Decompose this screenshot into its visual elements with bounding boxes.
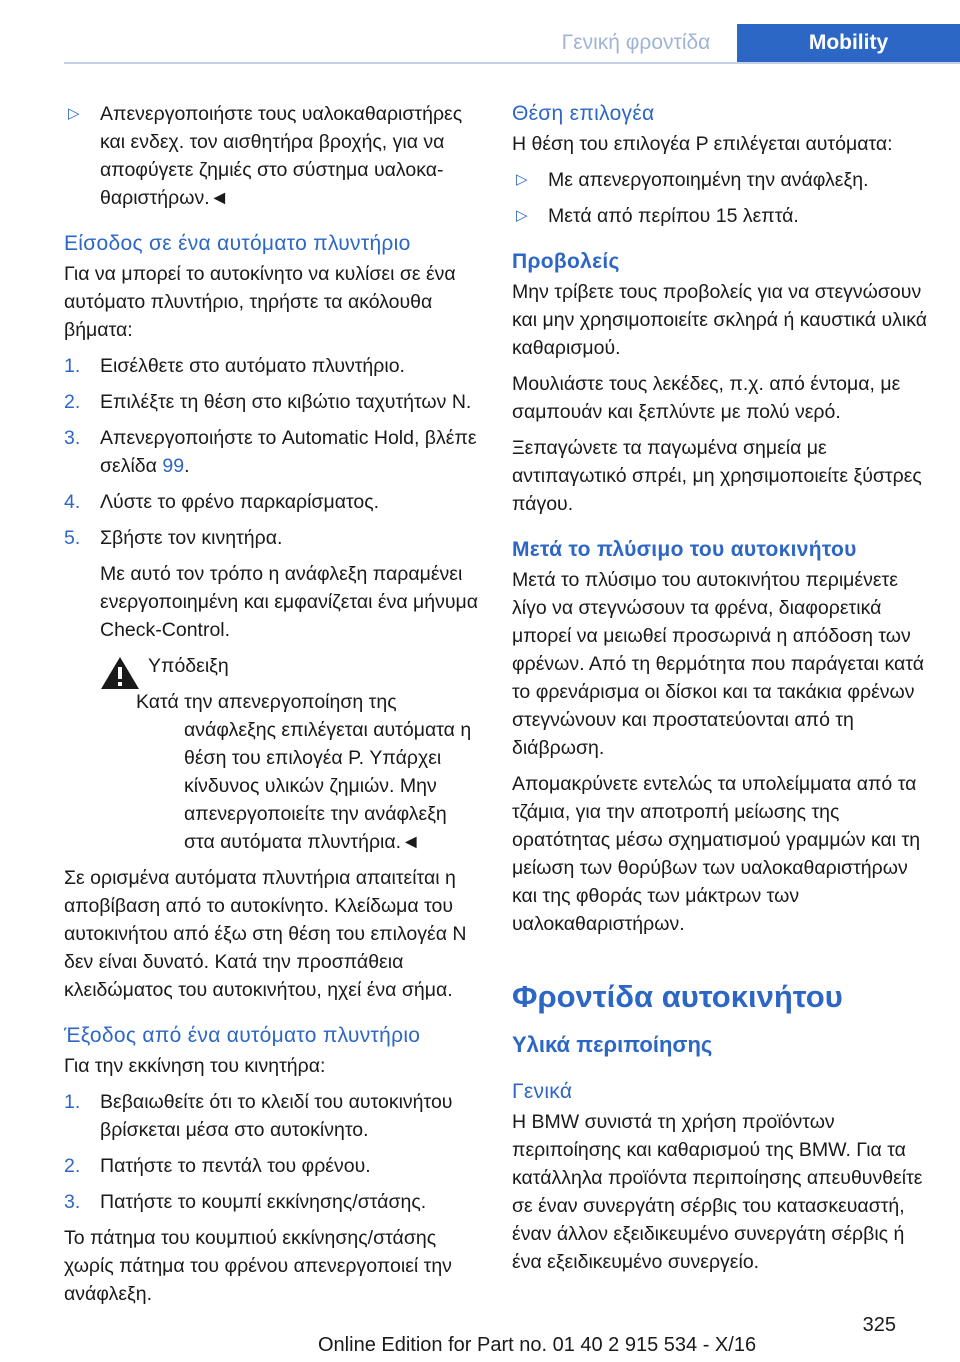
chapter-title-vehicle-care: Φροντίδα αυτοκινήτου — [512, 979, 843, 1014]
headlights-para-3: Ξεπαγώνετε τα παγωμένα σημεία με αντιπαγωτικό σπρέι, μη χρησιμοποιείτε ξύστρες πάγου. — [512, 437, 922, 515]
section-title-selector-position: Θέση επιλογέα — [512, 102, 655, 125]
list-item — [64, 488, 482, 516]
section-title-general: Γενικά — [512, 1080, 573, 1103]
step-text: Λύστε το φρένο παρκαρίσματος. — [100, 491, 380, 513]
section-title-after-wash: Μετά το πλύσιμο του αυτοκινήτου — [512, 538, 857, 561]
list-item — [64, 524, 482, 552]
headlights-para-2: Μουλιάστε τους λεκέδες, π.χ. από έντομα, με σαμπουάν και ξεπλύντε με πολύ νερό. — [512, 373, 901, 423]
step-text: Εισέλθετε στο αυτόματο πλυντήριο. — [100, 355, 405, 377]
step-text: Σβήστε τον κινητήρα. — [100, 527, 283, 549]
page-number: 325 — [862, 1314, 896, 1336]
list-item — [64, 100, 482, 212]
list-item — [512, 166, 932, 194]
warning-text: Κατά την απενεργοποίηση της ανάφλεξης επιλέγεται αυτόματα η θέση του επιλογέα P. Υπάρχει κίνδυνος υλικών ζημιών. Μην απενεργοποιείτε την ανάφλεξη στα αυτόματα πλυντήρια.◄ — [136, 691, 472, 853]
step-number: 2. — [64, 391, 81, 413]
warning-title: Υπόδειξη — [148, 655, 229, 677]
step-number: 1. — [64, 355, 81, 377]
step-text: Βεβαιωθείτε ότι το κλειδί του αυτοκινήτου βρίσκεται μέσα στο αυτοκίνητο. — [100, 1091, 453, 1141]
list-item — [64, 424, 482, 480]
section-title-care-products: Υλικά περιποίησης — [512, 1032, 713, 1057]
section-title-exit-carwash: Έξοδος από ένα αυτόματο πλυντήριο — [64, 1024, 421, 1047]
enter-carwash-intro: Για να μπορεί το αυτοκίνητο να κυλίσει σε ένα αυτόματο πλυντήριο, τηρήστε τα ακόλουθα βήματα: — [64, 263, 456, 341]
selector-bullet-list — [512, 166, 932, 230]
bullet-triangle-icon: ▷ — [68, 105, 80, 122]
step-number: 1. — [64, 1091, 81, 1113]
after-wash-para-1: Μετά το πλύσιμο του αυτοκινήτου περιμένετε λίγο να στεγνώσουν τα φρένα, διαφορετικά μπορεί να μειωθεί προσωρινά η απόδοση των φρένων. Από τη θερμότητα που παράγεται κατά το φρενάρισμα οι δίσκοι και τα τακάκια φρένων στεγνώνουν και προστατεύονται από τη διάβρωση. — [512, 569, 925, 759]
exit-steps-list — [64, 1088, 482, 1216]
step-number: 5. — [64, 527, 81, 549]
wiper-note: Απενεργοποιήστε τους υαλοκαθαριστήρες και ενδεχ. τον αισθητήρα βροχής, για να αποφύγετε ζημιές στο σύστημα υαλοκα‐θαριστήρων.◄ — [100, 103, 463, 209]
step-text: Επιλέξτε τη θέση στο κιβώτιο ταχυτήτων N. — [100, 391, 472, 413]
exit-carwash-intro: Για την εκκίνηση του κινητήρα: — [64, 1055, 326, 1077]
header-tab-mobility: Mobility — [737, 24, 960, 62]
step-text-end: . — [184, 455, 190, 477]
general-para: Η BMW συνιστά τη χρήση προϊόντων περιποίησης και καθαρισμού της BMW. Για τα κατάλληλα προϊόντα περιποίησης απευθυνθείτε σε έναν συνεργάτη σέρβις του κατασκευαστή, έναν άλλον εξειδικευμένο συνεργάτη σέρβις ή ένα εξειδικευμένο συνεργείο. — [512, 1111, 923, 1273]
bullet-text: Με απενεργοποιημένη την ανάφλεξη. — [548, 169, 869, 191]
list-item — [64, 1088, 482, 1144]
headlights-para-1: Μην τρίβετε τους προβολείς για να στεγνώσουν και μην χρησιμοποιείτε σκληρά ή καυστικά υλικά καθαρισμού. — [512, 281, 928, 359]
header-divider — [64, 62, 960, 64]
right-column — [512, 100, 932, 1284]
header-tab-general-care: Γενική φροντίδα — [561, 31, 711, 54]
list-item — [64, 1152, 482, 1180]
step-text: Απενεργοποιήστε το Automatic Hold, βλέπε σελίδα — [100, 427, 477, 477]
step-text: Πατήστε το πεντάλ του φρένου. — [100, 1155, 371, 1177]
list-item — [512, 202, 932, 230]
exit-carwash-outro: Το πάτημα του κουμπιού εκκίνησης/στάσης χωρίς πάτημα του φρένου απενεργοποιεί την ανάφλεξη. — [64, 1227, 452, 1305]
step5-note: Με αυτό τον τρόπο η ανάφλεξη παραμένει ενεργοποιημένη και εμφανίζεται ένα μήνυμα Check-Control. — [100, 563, 479, 641]
bullet-triangle-icon: ▷ — [516, 171, 528, 188]
warning-box — [64, 652, 482, 856]
page-reference-link[interactable]: 99 — [162, 455, 185, 477]
edition-footer: Online Edition for Part no. 01 40 2 915 534 - X/16 — [318, 1334, 757, 1356]
step-number: 2. — [64, 1155, 81, 1177]
step-number: 4. — [64, 491, 81, 513]
section-title-enter-carwash: Είσοδος σε ένα αυτόματο πλυντήριο — [64, 232, 411, 255]
step-text: Πατήστε το κουμπί εκκίνησης/στάσης. — [100, 1191, 427, 1213]
wiper-bullet-list — [64, 100, 482, 212]
after-wash-para-2: Απομακρύνετε εντελώς τα υπολείμματα από τα τζάμια, για την αποτροπή μείωσης της ορατότητας μέσω σχηματισμού γραμμών και τη μείωση των θορύβων των υαλοκαθαριστήρων και της φθοράς των μάκτρων των υαλοκαθαριστήρων. — [512, 773, 921, 935]
left-column — [64, 100, 482, 1316]
enter-steps-list — [64, 352, 482, 552]
selector-intro: Η θέση του επιλογέα P επιλέγεται αυτόματα: — [512, 133, 893, 155]
enter-carwash-outro: Σε ορισμένα αυτόματα πλυντήρια απαιτείται η αποβίβαση από το αυτοκίνητο. Κλείδωμα του αυτοκινήτου από έξω στη θέση του επιλογέα N δεν είναι δυνατό. Κατά την προσπάθεια κλειδώματος του αυτοκινήτου, ηχεί ένα σήμα. — [64, 867, 467, 1001]
list-item — [64, 388, 482, 416]
bullet-text: Μετά από περίπου 15 λεπτά. — [548, 205, 799, 227]
list-item — [64, 1188, 482, 1216]
section-title-headlights: Προβολείς — [512, 250, 620, 273]
warning-triangle-icon — [100, 656, 140, 690]
step-number: 3. — [64, 1191, 81, 1213]
list-item — [64, 352, 482, 380]
bullet-triangle-icon: ▷ — [516, 207, 528, 224]
step-number: 3. — [64, 427, 81, 449]
